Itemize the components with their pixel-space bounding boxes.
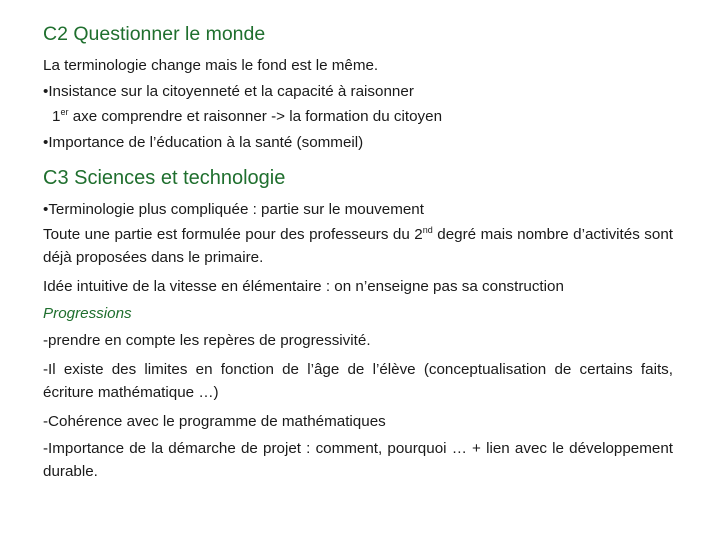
progression-item-3: -Cohérence avec le programme de mathématiques — [43, 412, 386, 430]
section-title-c2: C2 Questionner le monde — [43, 23, 266, 45]
para1-end: degré mais nombre d’activités sont déjà proposées dans le primaire. — [43, 225, 673, 266]
progressions-label: Progressions — [43, 304, 132, 322]
first-axis-text: axe comprendre et raisonner -> la formation du citoyen — [68, 108, 443, 125]
first-axis-number: 1 — [52, 108, 61, 125]
progression-item-4: -Importance de la démarche de projet : comment, pourquoi … + lien avec le développement durable. — [43, 439, 673, 480]
c3-bullet-terminology: •Terminologie plus compliquée : partie sur le mouvement — [43, 201, 424, 218]
c3-paragraph-speed: Idée intuitive de la vitesse en élémentaire : on n’enseigne pas sa construction — [43, 277, 564, 295]
para1-superscript: nd — [422, 224, 433, 235]
c2-bullet-citizenship: •Insistance sur la citoyenneté et la capacité à raisonner — [43, 82, 414, 100]
c2-bullet-health-education: •Importance de l’éducation à la santé (sommeil) — [43, 133, 364, 151]
section-title-c3: C3 Sciences et technologie — [43, 167, 286, 189]
progression-item-1: -prendre en compte les repères de progressivité. — [43, 331, 371, 349]
slide-content — [43, 19, 673, 489]
para1-start: Toute une partie est formulée pour des professeurs du 2 — [43, 225, 423, 243]
c2-line-first-axis — [43, 104, 673, 130]
c3-paragraph-professors — [43, 223, 673, 269]
c2-line-terminology: La terminologie change mais le fond est le même. — [43, 57, 379, 74]
first-axis-superscript: er — [60, 106, 69, 117]
progression-item-2: -Il existe des limites en fonction de l’âge de l’élève (conceptualisation de certains faits, écriture mathématique …) — [43, 360, 673, 401]
